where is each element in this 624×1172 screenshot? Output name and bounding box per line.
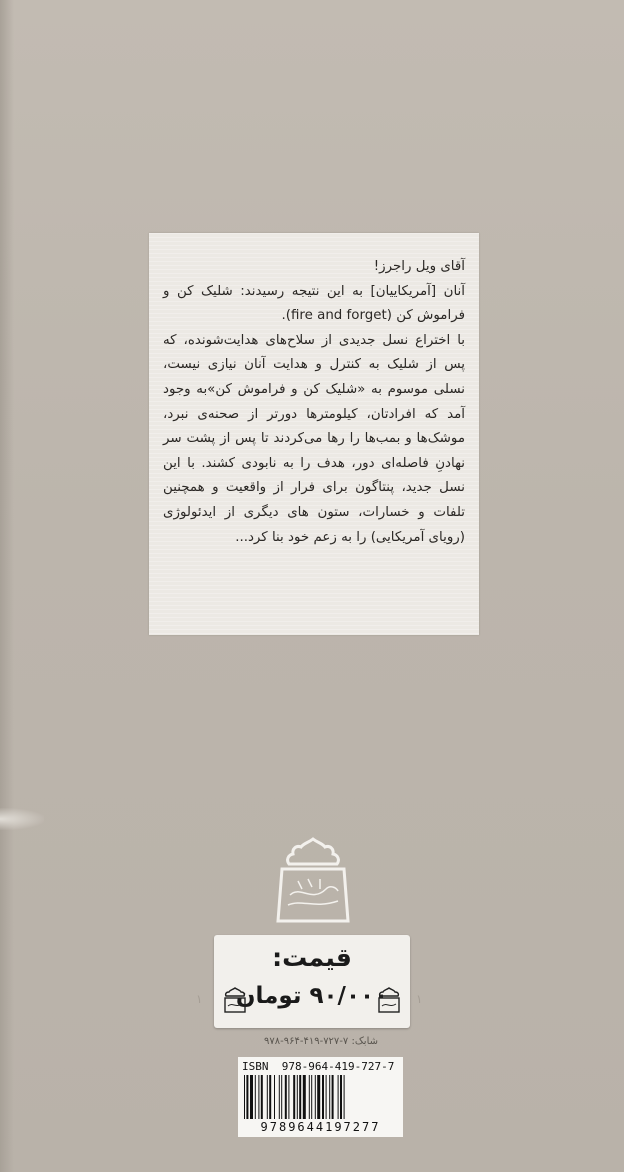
- blurb-paragraph: آنان [آمریکاییان] به این نتیجه رسیدند: شلیک کن و فراموش کن (fire and forget).: [163, 283, 465, 324]
- barcode-bar: [322, 1075, 324, 1119]
- barcode-bar: [332, 1075, 334, 1119]
- barcode-bar: [246, 1075, 248, 1119]
- isbn-farsi: شابک: ۷-۷۲۷-۴۱۹-۹۶۴-۹۷۸: [263, 1036, 379, 1047]
- barcode-bar: [244, 1075, 245, 1119]
- price-sticker: [214, 935, 410, 1028]
- blurb-box: [149, 233, 479, 635]
- barcode-bar: [344, 1075, 345, 1119]
- barcode: [244, 1075, 397, 1119]
- barcode-bar: [281, 1075, 282, 1119]
- barcode-bar: [326, 1075, 327, 1119]
- publisher-logo-icon: [220, 985, 250, 1015]
- barcode-bar: [279, 1075, 280, 1119]
- publisher-logo-icon: [374, 985, 404, 1015]
- barcode-bar: [267, 1075, 268, 1119]
- barcode-bar: [299, 1075, 301, 1119]
- blurb-text: [163, 255, 465, 550]
- barcode-bar: [329, 1075, 330, 1119]
- barcode-bar: [261, 1075, 263, 1119]
- isbn-label: ISBN 978-964-419-727-7: [242, 1060, 395, 1073]
- barcode-bar: [338, 1075, 339, 1119]
- barcode-bar: [288, 1075, 289, 1119]
- barcode-bar: [309, 1075, 310, 1119]
- barcode-panel: [238, 1057, 403, 1137]
- barcode-bar: [303, 1075, 306, 1119]
- barcode-bar: [311, 1075, 312, 1119]
- barcode-bar: [250, 1075, 253, 1119]
- barcode-bar: [315, 1075, 316, 1119]
- barcode-bar: [293, 1075, 295, 1119]
- price-title: قیمت:: [272, 943, 352, 972]
- barcode-bar: [274, 1075, 275, 1119]
- barcode-digits: 9789644197277: [260, 1120, 381, 1134]
- cover-scuff: [0, 808, 44, 830]
- faint-edge-text: ۱: [196, 992, 203, 1006]
- barcode-bar: [297, 1075, 298, 1119]
- blurb-paragraph: با اختراع نسل جدیدی از سلاح‌های هدایت‌شونده، که پس از شلیک به کنترل و هدایت آنان نیازی نیست، نسلی موسوم به «شلیک کن و فراموش کن»به وجود آمد که افرادتان، کیلومترها دورتر از صحنه‌ی نبرد، موشک‌ها و بمب‌ها را رها می‌کردند تا پس از پشت سر نهادنِ فاصله‌ای دور، هدف را به نابودی کشند. با این نسل جدید، پنتاگون برای فرار از واقعیت و همچنین تلفات و خسارات، ستون های دیگری از ایدئولوژی (رویای آمریکایی) را به زعم خود بنا کرد...: [163, 332, 465, 545]
- blurb-greeting: آقای ویل راجرز!: [373, 259, 465, 274]
- barcode-bar: [285, 1075, 287, 1119]
- publisher-emblem-icon: [268, 833, 358, 927]
- price-value: ۹۰/۰۰۰ تومان: [235, 983, 389, 1009]
- barcode-bar: [255, 1075, 256, 1119]
- barcode-bar: [340, 1075, 342, 1119]
- barcode-bar: [269, 1075, 271, 1119]
- barcode-bar: [317, 1075, 320, 1119]
- barcode-bar: [258, 1075, 259, 1119]
- faint-edge-text: ۱: [416, 992, 423, 1006]
- spine-shadow: [0, 0, 14, 1172]
